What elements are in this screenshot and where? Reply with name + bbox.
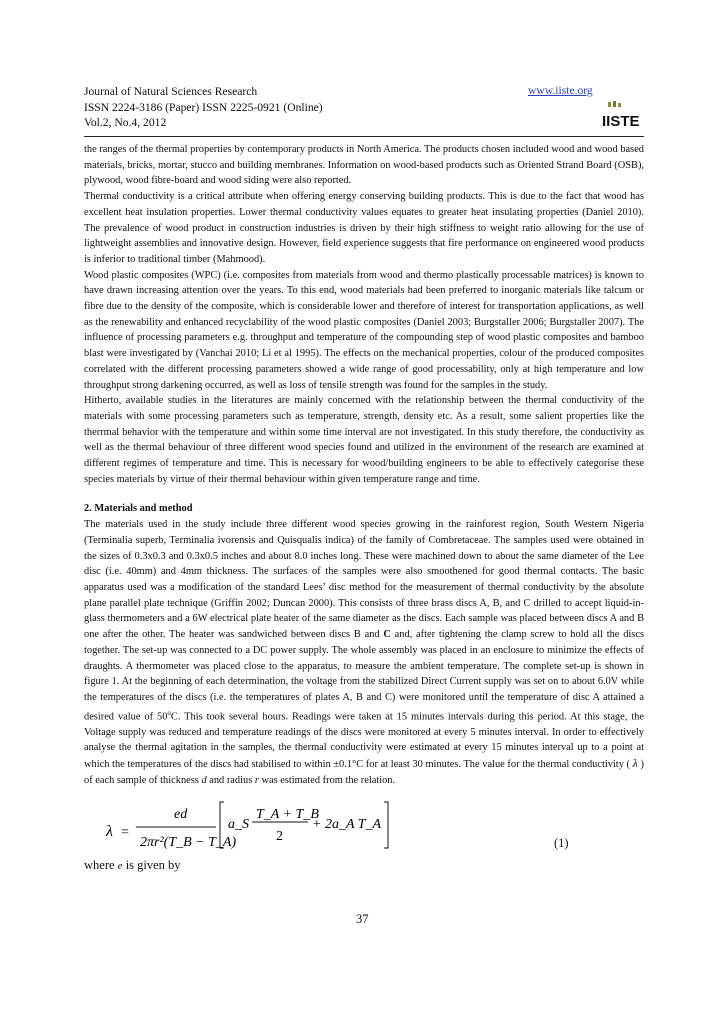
page-number: 37: [356, 912, 369, 926]
eq-numerator: ed: [174, 807, 188, 822]
equation-number: (1): [554, 836, 569, 850]
journal-issn: ISSN 2224-3186 (Paper) ISSN 2225-0921 (Online): [84, 100, 323, 114]
eq-bracket-frac-num: T_A + T_B: [256, 807, 319, 822]
eq-denominator: 2πr²(T_B − T_A): [140, 835, 237, 850]
body-text: [84, 142, 644, 789]
journal-url-link[interactable]: www.iiste.org: [528, 84, 593, 97]
paragraph: Hitherto, available studies in the literatures are mainly concerned with the relationship between the thermal conductivity of the materials with some processing parameters such as temperature, strength, density etc. As a result, some salient properties like the therrmal behavior with the temperature and within some time interval are not investigated. In this study therefore, the conductivity as well as the thermal behaviour of three different wood species found and utilized in the environment of the research are examined at different regimes of temperature and time. This is necessary for wood/building engineers to be able to effectively categorise these species materials by virtue of their thermal behaviour within given temperature range and time.: [84, 395, 644, 485]
journal-volume: Vol.2, No.4, 2012: [84, 116, 167, 129]
header-rule: [84, 136, 644, 137]
eq-bracket-term2: + 2a_A T_A: [312, 817, 382, 832]
journal-title: Journal of Natural Sciences Research: [84, 85, 258, 98]
iiste-logo: [594, 100, 644, 130]
paragraph: the ranges of the thermal properties by contemporary products in North America. The products chosen included wood and wood based materials, bricks, mortar, stucco and building membranes. Information on wood-based products such as Oriented Strand Board (OSB), plywood, wood fibre-board and wood siding were also reported.: [84, 144, 644, 187]
where-line: where e is given by: [84, 858, 181, 872]
paragraph: Wood plastic composites (WPC) (i.e. composites from materials from wood and thermo plastically processable matrices) is known to have drawn increasing attention over the years. To this end, wood materials had been preferred to inorganic materials like talcum or fibre due to the density of the composite, which is considerable lower and therefore of interest for transportation applications, as well as the renewability and enhanced recyclability of the wood plastic composites (Daniel 2003; Burgstaller 2006; Burgstaller 2007). The influence of processing parameters e.g. throughput and temperature of the compounding step of wood plastic composites and bamboo blast were investigated by (Vanchai 2010; Li et al 1995). The effects on the mechanical properties, colour of the produced composites correlated with the different processing parameters showed a wide range of good processability, only at high temperature and low throughput strong darkening occurred, as well as loss of tensile strength was found for the samples in the study.: [84, 269, 644, 391]
paragraph: Thermal conductivity is a critical attribute when offering energy conserving building products. This is due to the fact that wood has excellent heat insulation properties. Lower thermal conductivity values equates to greater heat insulating properties (Daniel 2010). The prevalence of wood product in construction industries is driven by their high stiffness to weight ratio allowing for the use of lightweight assemblies and innovative design. However, field experience suggests that fire performance on engineered wood products is inferior to traditional timber (Mahmood).: [84, 191, 644, 265]
eq-equals: =: [121, 825, 129, 840]
eq-bracket-frac-den: 2: [276, 829, 283, 844]
section-heading: 2. Materials and method: [84, 503, 193, 515]
equation-1: [84, 798, 644, 860]
section-paragraph: The materials used in the study include three different wood species growing in the rainforest region, South Western Nigeria (Terminalia superb, Terminalia ivorensis and Quisqualis indica) of the family of Combretaceae. The samples used were obtained in the sizes of 0.3x0.3 and 0.3x0.5 inches and about 8.0 inches long. These were machined down to about the same diameter of the Lee disc (i.e. 40mm) and 4mm thickness. The surfaces of the samples were also smoothened for good thermal contacts. The basic apparatus used was a modification of the standard Lees’ disc method for the measurement of thermal conductivity by the absolute plane parallel plate technique (Griffin 2002; Duncan 2000). This consists of three brass discs A, B, and C drilled to accept liquid-in-glass thermometers and a 6W electrical plate heater of the same diameter as the discs. Each sample was placed between discs A and B one after the other. The heater was sandwiched between discs B and C and, after tightening the clamp screw to hold all the discs together. The set-up was connected to a DC power supply. The whole assembly was placed in an enclosure to minimize the effects of draughts. A thermometer was placed close to the apparatus, to measure the ambient temperature. The complete set-up is shown in figure 1. At the beginning of each determination, the voltage from the stabilized Direct Current supply was set on to about 6.0V while the temperatures of the discs (i.e. the temperatures of plates A, B and C) were monitored until the temperature of disc A attained a desired value of 50$^o$C. This took several hours. Readings were taken at 15 minutes intervals during this period. At this stage, the Voltage supply was reduced and temperature readings of the discs were monitored at every 5 minutes interval. In order to effectively analyse the thermal agitation in the samples, the thermal conductivity were estimated at every 15 minutes interval up to a point at which the temperatures of the discs had stabilised to within ±0.1°C for at least 30 minutes. The value for the thermal conductivity ( λ ) of each sample of thickness d and radius r was estimated from the relation.: [84, 519, 644, 786]
iiste-logo-text: IISTE: [602, 113, 640, 130]
eq-bracket-term1: a_S: [228, 817, 249, 832]
eq-lambda: λ: [106, 823, 113, 840]
